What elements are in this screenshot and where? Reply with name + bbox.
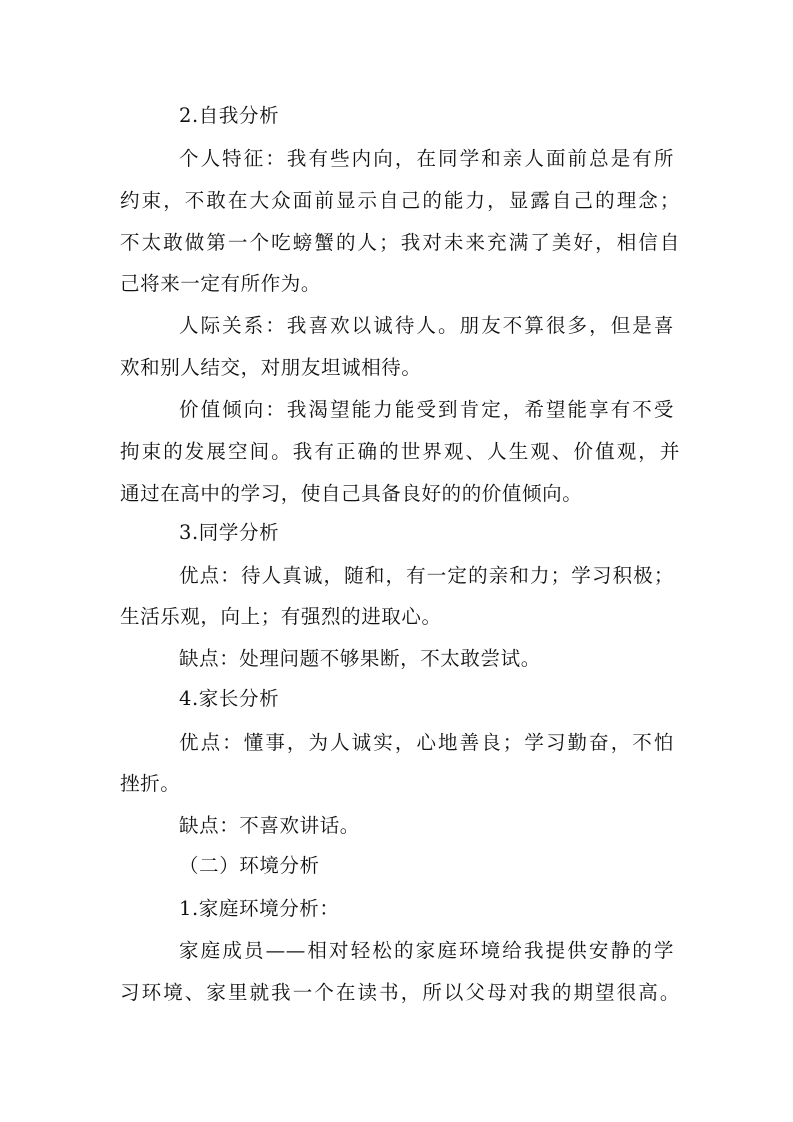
paragraph-line: 优点：懂事，为人诚实，心地善良；学习勤奋，不怕	[179, 731, 674, 754]
paragraph-line: 拘束的发展空间。我有正确的世界观、人生观、价值观，并	[120, 440, 680, 463]
heading-self-analysis: 2.自我分析	[179, 104, 280, 127]
paragraph-line: 家庭成员——相对轻松的家庭环境给我提供安静的学	[179, 939, 674, 962]
paragraph-line: 价值倾向：我渴望能力能受到肯定，希望能享有不受	[179, 398, 674, 421]
heading-parent-analysis: 4.家长分析	[179, 687, 280, 710]
paragraph-line: 欢和别人结交，对朋友坦诚相待。	[120, 356, 422, 379]
paragraph-line: 己将来一定有所作为。	[120, 272, 322, 295]
paragraph-line: 挫折。	[120, 772, 181, 795]
paragraph-line: 生活乐观，向上；有强烈的进取心。	[120, 605, 442, 628]
heading-classmate-analysis: 3.同学分析	[179, 521, 280, 544]
paragraph-line: 不太敢做第一个吃螃蟹的人；我对未来充满了美好，相信自	[120, 231, 680, 254]
paragraph-line: 缺点：处理问题不够果断，不太敢尝试。	[179, 647, 541, 670]
paragraph-line: 约束，不敢在大众面前显示自己的能力，显露自己的理念；	[120, 189, 680, 212]
heading-environment-analysis: （二）环境分析	[179, 854, 320, 877]
paragraph-line: 缺点：不喜欢讲话。	[179, 814, 360, 837]
paragraph-line: 优点：待人真诚，随和，有一定的亲和力；学习积极；	[179, 564, 674, 587]
paragraph-line: 个人特征：我有些内向，在同学和亲人面前总是有所	[179, 147, 674, 170]
paragraph-line: 人际关系：我喜欢以诚待人。朋友不算很多，但是喜	[179, 314, 674, 337]
paragraph-line: 习环境、家里就我一个在读书，所以父母对我的期望很高。	[120, 981, 680, 1004]
paragraph-line: 通过在高中的学习，使自己具备良好的的价值倾向。	[120, 482, 583, 505]
heading-family-environment: 1.家庭环境分析：	[179, 897, 340, 920]
